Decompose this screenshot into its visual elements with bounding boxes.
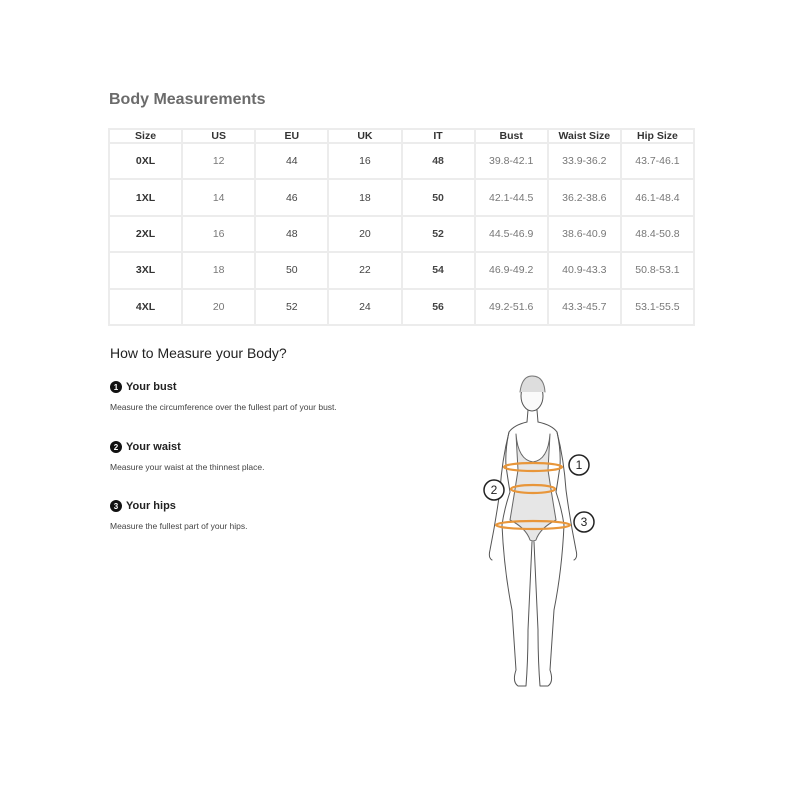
cell-eu: 52 xyxy=(255,289,328,325)
step-label: Your bust xyxy=(126,381,177,393)
number-two-icon: 2 xyxy=(110,441,122,453)
header-size: Size xyxy=(109,129,182,143)
cell-bust: 49.2-51.6 xyxy=(475,289,548,325)
step-bust xyxy=(110,381,337,412)
cell-waist: 40.9-43.3 xyxy=(548,252,621,288)
number-three-icon: 3 xyxy=(110,500,122,512)
header-eu: EU xyxy=(255,129,328,143)
number-one-icon: 1 xyxy=(110,381,122,393)
cell-waist: 43.3-45.7 xyxy=(548,289,621,325)
cell-us: 16 xyxy=(182,216,255,252)
cell-hip: 46.1-48.4 xyxy=(621,179,694,215)
page-title: Body Measurements xyxy=(109,91,266,108)
figure-left-leg xyxy=(502,525,532,686)
step-description: Measure your waist at the thinnest place. xyxy=(110,462,265,472)
cell-bust: 42.1-44.5 xyxy=(475,179,548,215)
cell-uk: 24 xyxy=(328,289,401,325)
cell-waist: 33.9-36.2 xyxy=(548,143,621,179)
cell-waist: 36.2-38.6 xyxy=(548,179,621,215)
cell-eu: 44 xyxy=(255,143,328,179)
cell-bust: 44.5-46.9 xyxy=(475,216,548,252)
cell-size: 4XL xyxy=(109,289,182,325)
cell-it: 54 xyxy=(402,252,475,288)
header-it: IT xyxy=(402,129,475,143)
cell-waist: 38.6-40.9 xyxy=(548,216,621,252)
table-row xyxy=(109,289,694,325)
table-row xyxy=(109,143,694,179)
cell-bust: 46.9-49.2 xyxy=(475,252,548,288)
cell-it: 56 xyxy=(402,289,475,325)
body-measurement-figure xyxy=(478,370,608,700)
cell-us: 20 xyxy=(182,289,255,325)
step-description: Measure the circumference over the fullest part of your bust. xyxy=(110,402,337,412)
cell-it: 48 xyxy=(402,143,475,179)
cell-uk: 20 xyxy=(328,216,401,252)
header-uk: UK xyxy=(328,129,401,143)
header-bust: Bust xyxy=(475,129,548,143)
marker-two-label: 2 xyxy=(490,483,498,497)
table-row xyxy=(109,179,694,215)
cell-hip: 53.1-55.5 xyxy=(621,289,694,325)
cell-uk: 16 xyxy=(328,143,401,179)
marker-one-label: 1 xyxy=(575,458,583,472)
figure-hair xyxy=(520,376,545,392)
table-header-row xyxy=(109,129,694,143)
step-label: Your hips xyxy=(126,500,176,512)
step-description: Measure the fullest part of your hips. xyxy=(110,521,248,531)
cell-bust: 39.8-42.1 xyxy=(475,143,548,179)
marker-three-label: 3 xyxy=(580,515,588,529)
cell-hip: 50.8-53.1 xyxy=(621,252,694,288)
table-row xyxy=(109,252,694,288)
cell-it: 50 xyxy=(402,179,475,215)
size-chart-table xyxy=(108,128,695,326)
header-us: US xyxy=(182,129,255,143)
cell-us: 12 xyxy=(182,143,255,179)
cell-eu: 50 xyxy=(255,252,328,288)
table-row xyxy=(109,216,694,252)
step-waist xyxy=(110,441,265,472)
cell-eu: 46 xyxy=(255,179,328,215)
cell-size: 0XL xyxy=(109,143,182,179)
figure-neck xyxy=(527,410,538,422)
cell-uk: 22 xyxy=(328,252,401,288)
step-label: Your waist xyxy=(126,441,181,453)
cell-hip: 48.4-50.8 xyxy=(621,216,694,252)
header-hip: Hip Size xyxy=(621,129,694,143)
cell-hip: 43.7-46.1 xyxy=(621,143,694,179)
cell-size: 1XL xyxy=(109,179,182,215)
how-to-measure-title: How to Measure your Body? xyxy=(110,345,287,361)
header-waist: Waist Size xyxy=(548,129,621,143)
cell-uk: 18 xyxy=(328,179,401,215)
cell-eu: 48 xyxy=(255,216,328,252)
figure-right-leg xyxy=(534,525,564,686)
step-hips xyxy=(110,500,248,531)
cell-size: 3XL xyxy=(109,252,182,288)
cell-us: 18 xyxy=(182,252,255,288)
cell-it: 52 xyxy=(402,216,475,252)
figure-bodysuit xyxy=(510,434,556,541)
cell-size: 2XL xyxy=(109,216,182,252)
cell-us: 14 xyxy=(182,179,255,215)
